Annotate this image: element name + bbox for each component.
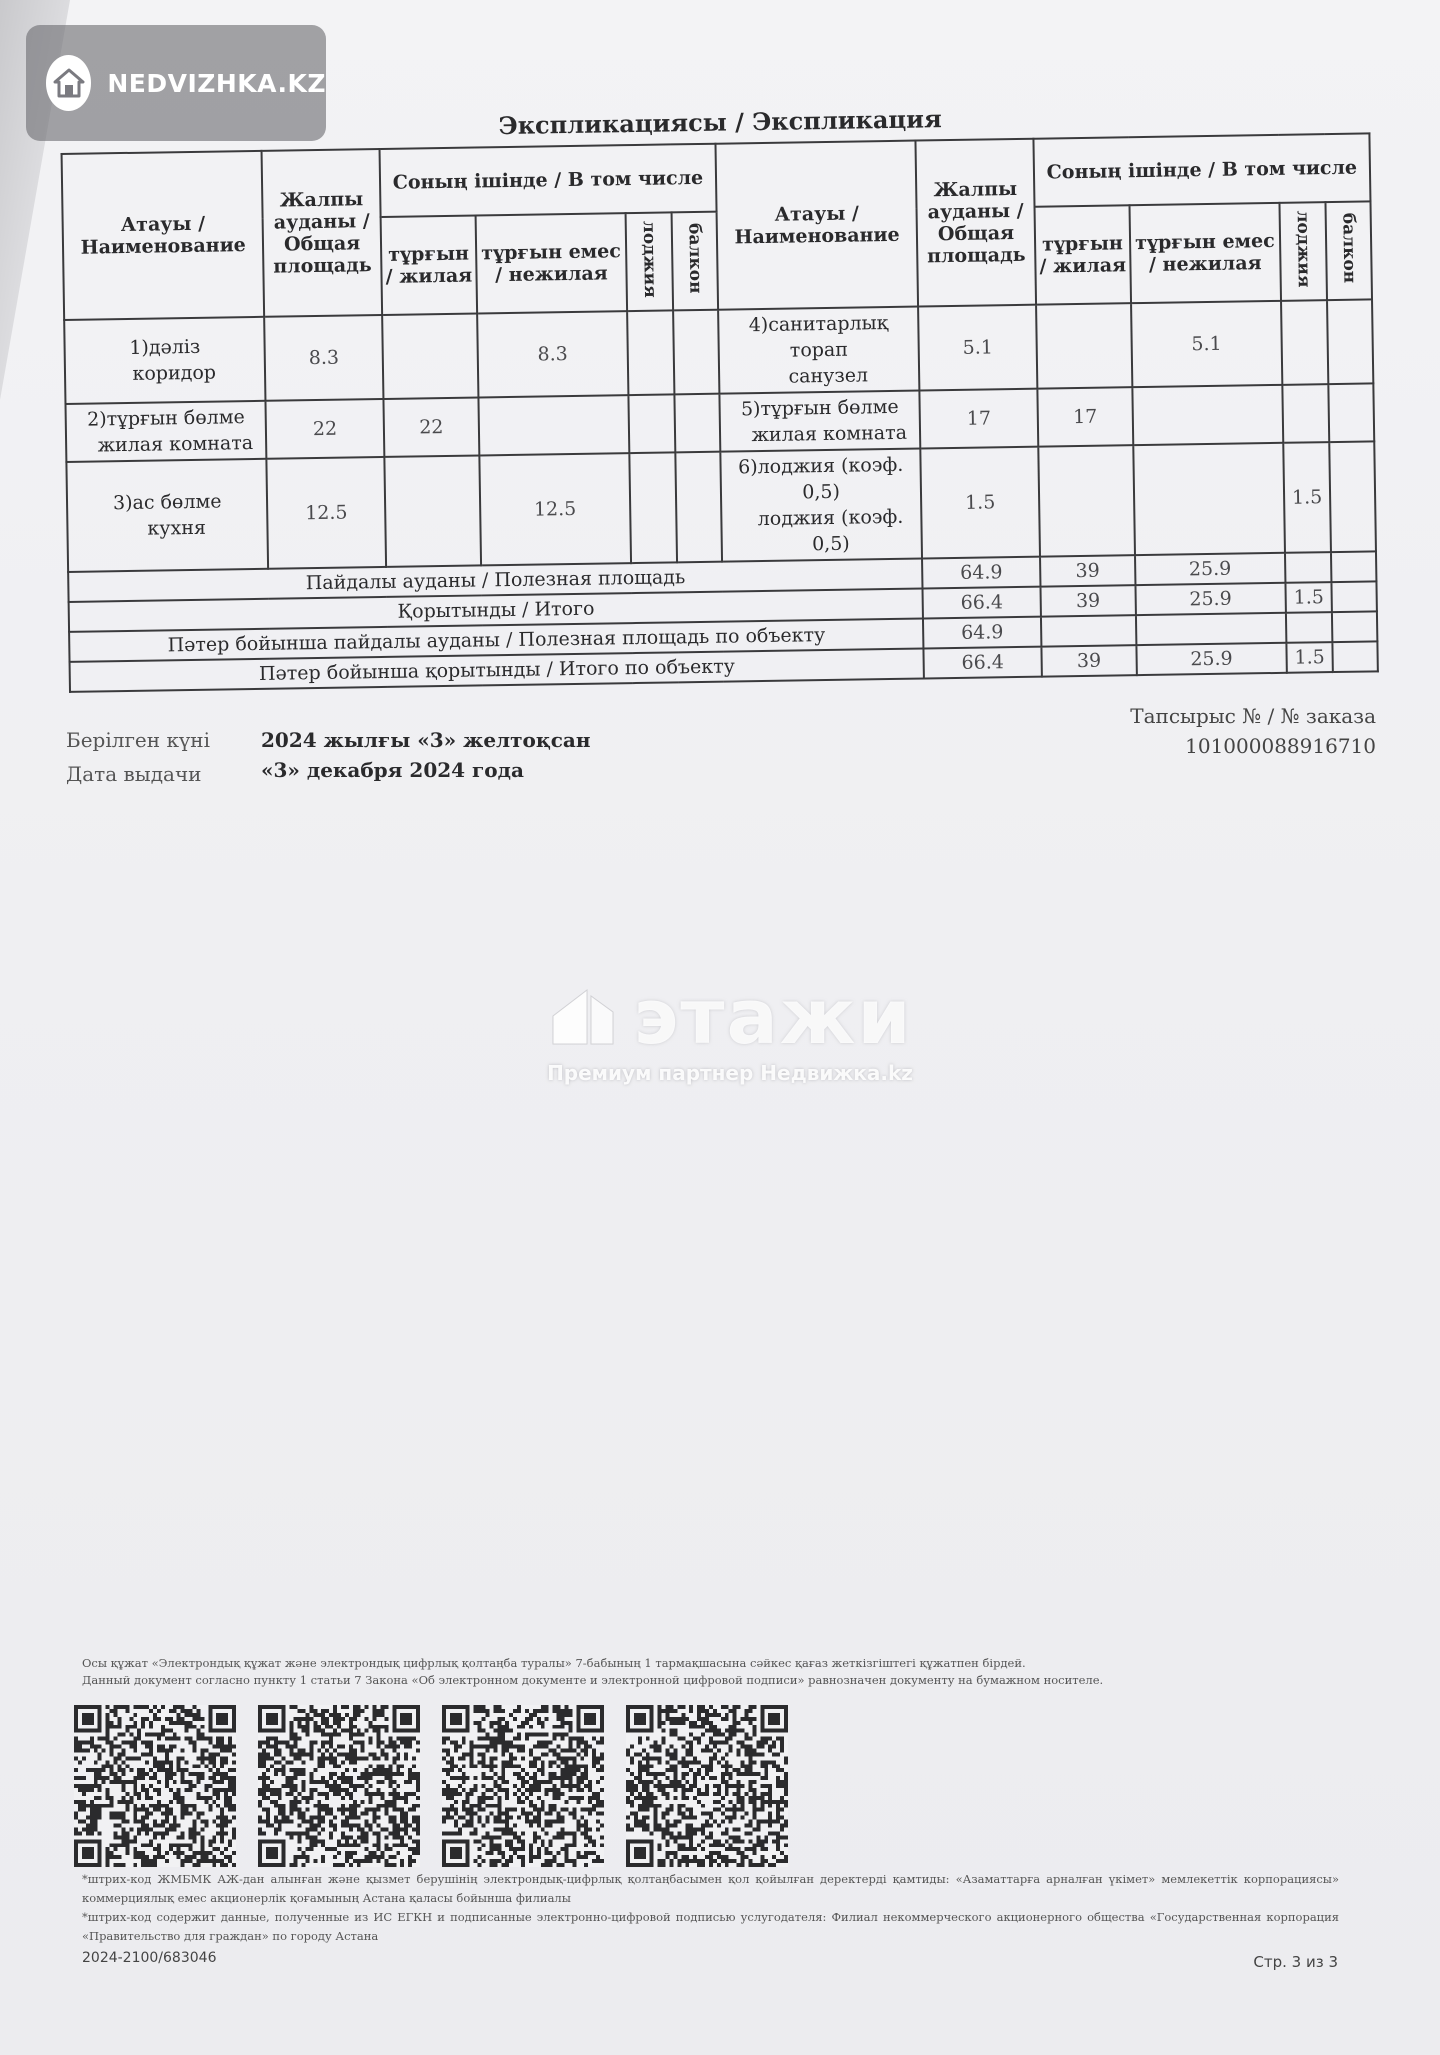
room-name: 6)лоджия (коэф. 0,5) лоджия (коэф. 0,5) (720, 449, 922, 562)
header-living: тұрғын / жилая (1034, 205, 1131, 304)
summary-loggia (1286, 612, 1333, 643)
header-name: Атауы / Наименование (62, 151, 265, 320)
room-living (382, 313, 478, 398)
issue-info (66, 704, 1376, 812)
room-nonliving: 8.3 (477, 311, 628, 397)
summary-label: Қорытынды / Итого (69, 589, 924, 632)
qr-code (442, 1705, 604, 1867)
explication-sheet (60, 97, 1389, 693)
order-number: 101000088916710 (1185, 734, 1376, 758)
legal-notice (82, 1655, 1332, 1689)
room-name: 3)ас бөлме кухня (66, 459, 268, 572)
room-living (1038, 445, 1135, 556)
room-total: 1.5 (921, 447, 1040, 559)
explication-table (61, 132, 1379, 693)
room-name: 5)тұрғын бөлме жилая комната (719, 391, 920, 452)
room-name: 2)тұрғын бөлме жилая комната (65, 401, 266, 462)
room-total: 22 (266, 399, 384, 459)
summary-balcony (1331, 551, 1376, 582)
header-total-area: Жалпы ауданы / Общая площадь (262, 149, 382, 317)
header-loggia: лоджия (625, 212, 673, 311)
summary-total: 66.4 (924, 647, 1042, 679)
watermark-tagline: Премиум партнер Недвижка.kz (547, 1061, 913, 1085)
summary-nonliving: 25.9 (1135, 583, 1285, 615)
header-nonliving: тұрғын емес / нежилая (1129, 203, 1280, 303)
barcode-footnote (82, 1870, 1339, 1946)
table-row (66, 441, 1376, 572)
page-number: Стр. 3 из 3 (1253, 1953, 1338, 1971)
room-total: 8.3 (265, 315, 384, 401)
summary-nonliving (1136, 613, 1286, 645)
issue-date-ru: «3» декабря 2024 года (261, 758, 524, 782)
room-loggia (1281, 300, 1329, 385)
room-living (1036, 303, 1132, 388)
summary-loggia: 1.5 (1286, 642, 1333, 673)
room-name: 1)дәліз коридор (64, 317, 266, 404)
room-nonliving (1133, 443, 1285, 555)
summary-living: 39 (1040, 585, 1136, 616)
header-nonliving: тұрғын емес / нежилая (476, 213, 627, 313)
header-balcony: балкон (672, 212, 718, 311)
building-icon (547, 986, 619, 1048)
summary-nonliving: 25.9 (1135, 553, 1285, 585)
qr-code (74, 1705, 236, 1867)
qr-code (626, 1705, 788, 1867)
header-balcony: балкон (1326, 201, 1372, 300)
summary-label: Пайдалы ауданы / Полезная площадь (68, 559, 923, 602)
room-living: 17 (1037, 387, 1133, 446)
summary-balcony (1332, 611, 1377, 642)
qr-codes (74, 1705, 788, 1867)
summary-total: 66.4 (923, 587, 1041, 619)
summary-total: 64.9 (922, 557, 1040, 589)
room-living: 22 (383, 397, 479, 456)
header-including: Соның ішінде / В том числе (1033, 133, 1370, 206)
room-name: 4)санитарлық торап санузел (718, 307, 920, 394)
legal-line-kz: Осы құжат «Электрондық құжат және электрондық цифрлық қолтаңба туралы» 7-бабының 1 тармақшасына сәйкес қағаз жеткізгіштегі құжатпен бірдей. (82, 1656, 1026, 1670)
room-loggia (629, 452, 677, 563)
room-loggia: 1.5 (1283, 442, 1331, 553)
issue-date-kz: 2024 жылғы «3» желтоқсан (261, 728, 591, 752)
room-balcony (674, 310, 720, 395)
footnote-ru: *штрих-код содержит данные, полученные из ИС ЕГКН и подписанные электронно-цифровой подписью услугодателя: Филиал некоммерческого акционерного общества «Государственная корпорация «Правительство для граждан» по городу Астана (82, 1910, 1339, 1943)
header-loggia: лоджия (1279, 202, 1327, 301)
room-living (384, 455, 481, 566)
room-balcony (1329, 383, 1375, 442)
summary-living (1041, 615, 1137, 646)
summary-balcony (1333, 641, 1378, 672)
header-living: тұрғын / жилая (380, 215, 477, 314)
site-name: NEDVIZHKA.KZ (107, 68, 326, 98)
header-name: Атауы / Наименование (715, 141, 918, 310)
agency-watermark (520, 972, 940, 1085)
room-balcony (1330, 441, 1376, 552)
house-icon (46, 55, 91, 111)
room-balcony (1327, 299, 1373, 384)
qr-code (258, 1705, 420, 1867)
document-title: Экспликациясы / Экспликация (498, 104, 942, 141)
issue-date-label-ru: Дата выдачи (66, 762, 202, 786)
document-number: 2024-2100/683046 (82, 1950, 217, 1966)
issue-date-label-kz: Берілген күні (66, 728, 210, 752)
room-nonliving (1132, 385, 1283, 445)
room-loggia (627, 310, 675, 395)
room-loggia (628, 394, 675, 453)
summary-loggia (1285, 552, 1332, 583)
summary-living: 39 (1041, 645, 1137, 676)
footnote-kz: *штрих-код ЖМБМК АЖ-дан алынған және қызмет берушінің электрондық-цифрлық қолтаңбасымен қол қойылған деректерді қамтиды: «Азаматтарға арналған үкімет» мемлекеттік корпорациясы» коммерциялық емес акционерлік қоғамының Астана қаласы бойынша филиалы (82, 1872, 1339, 1905)
header-total-area: Жалпы ауданы / Общая площадь (916, 139, 1036, 307)
room-nonliving: 5.1 (1131, 301, 1282, 387)
summary-total: 64.9 (923, 617, 1041, 649)
summary-nonliving: 25.9 (1136, 643, 1286, 675)
room-nonliving: 12.5 (479, 453, 631, 565)
summary-label: Пәтер бойынша қорытынды / Итого по объекту (70, 648, 925, 691)
room-total: 12.5 (267, 457, 386, 569)
summary-loggia: 1.5 (1285, 582, 1332, 613)
summary-living: 39 (1040, 555, 1136, 586)
room-loggia (1282, 384, 1329, 443)
room-total: 5.1 (918, 305, 1037, 391)
header-including: Соның ішінде / В том числе (379, 144, 716, 217)
room-total: 17 (920, 389, 1038, 449)
watermark-brand: этажи (633, 972, 913, 1061)
room-balcony (675, 394, 720, 453)
room-nonliving (478, 395, 629, 455)
legal-line-ru: Данный документ согласно пункту 1 статьи 7 Закона «Об электронном документе и электронной цифровой подписи» равнозначен документу на бумажном носителе. (82, 1673, 1104, 1687)
summary-label: Пәтер бойынша пайдалы ауданы / Полезная площадь по объекту (69, 619, 924, 662)
summary-balcony (1332, 581, 1377, 612)
order-label: Тапсырыс № / № заказа (1130, 704, 1376, 728)
room-balcony (676, 452, 722, 563)
